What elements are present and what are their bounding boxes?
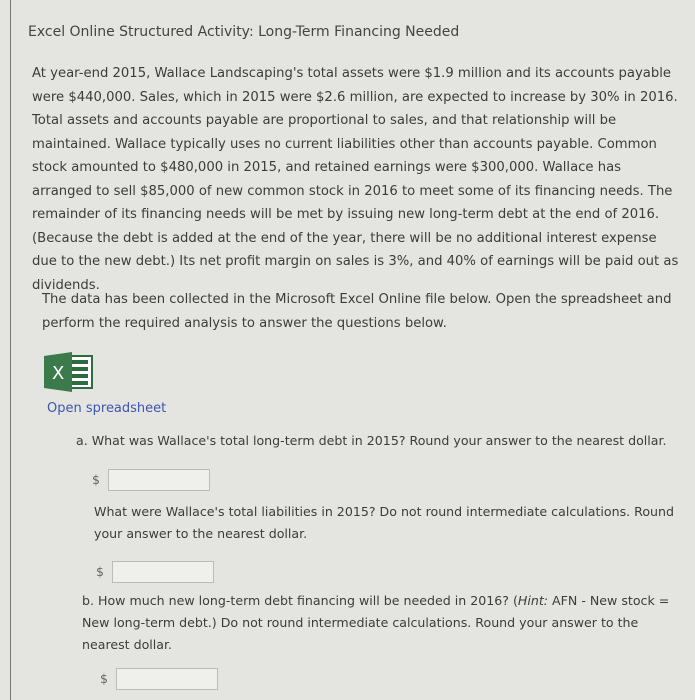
page-title: Excel Online Structured Activity: Long-Term Financing Needed bbox=[28, 24, 460, 40]
open-spreadsheet-link[interactable]: Open spreadsheet bbox=[47, 401, 167, 416]
total-liabilities-2015-input[interactable] bbox=[112, 561, 214, 583]
data-note: The data has been collected in the Microsoft Excel Online file below. Open the spreadsheet and perform the required analysis to answer the questions below. bbox=[42, 292, 672, 331]
problem-description: At year-end 2015, Wallace Landscaping's total assets were $1.9 million and its accounts payable were $440,000. Sales, which in 2015 were $2.6 million, are expected to increase by 30% in 2016. Total assets and accounts payable are proportional to sales, and that relationship will be maintained. Wallace typically uses no current liabilities other than accounts payable. Common stock amounted to $480,000 in 2015, and retained earnings were $300,000. Wallace has arranged to sell $85,000 of new common stock in 2016 to meet some of its financing needs. The remainder of its financing needs will be met by issuing new long-term debt at the end of 2016. (Because the debt is added at the end of the year, there will be no additional interest expense due to the new debt.) Its net profit margin on sales is 3%, and 40% of earnings will be paid out as dividends. bbox=[32, 66, 679, 293]
currency-symbol: $ bbox=[96, 564, 104, 579]
question-b-text: b. How much new long-term debt financing will be needed in 2016? ( bbox=[82, 593, 518, 608]
long-term-debt-2015-input[interactable] bbox=[108, 469, 210, 491]
content-border bbox=[10, 0, 11, 700]
question-b bbox=[82, 590, 682, 656]
currency-symbol: $ bbox=[92, 472, 100, 487]
question-a-liabilities: What were Wallace's total liabilities in 2015? Do not round intermediate calculations. Round your answer to the nearest dollar. bbox=[94, 504, 674, 541]
question-a: a. What was Wallace's total long-term debt in 2015? Round your answer to the nearest dollar. bbox=[76, 433, 667, 448]
excel-icon[interactable] bbox=[44, 352, 96, 392]
question-b-text-end: ) Do not round intermediate calculations. Round your answer to the nearest dollar. bbox=[82, 615, 639, 652]
new-long-term-debt-input[interactable] bbox=[116, 668, 218, 690]
hint-label: Hint: bbox=[517, 593, 549, 608]
currency-symbol: $ bbox=[100, 671, 108, 686]
svg-text:X: X bbox=[52, 363, 65, 384]
hint-text: AFN - New stock = New long-term debt. bbox=[82, 593, 670, 630]
